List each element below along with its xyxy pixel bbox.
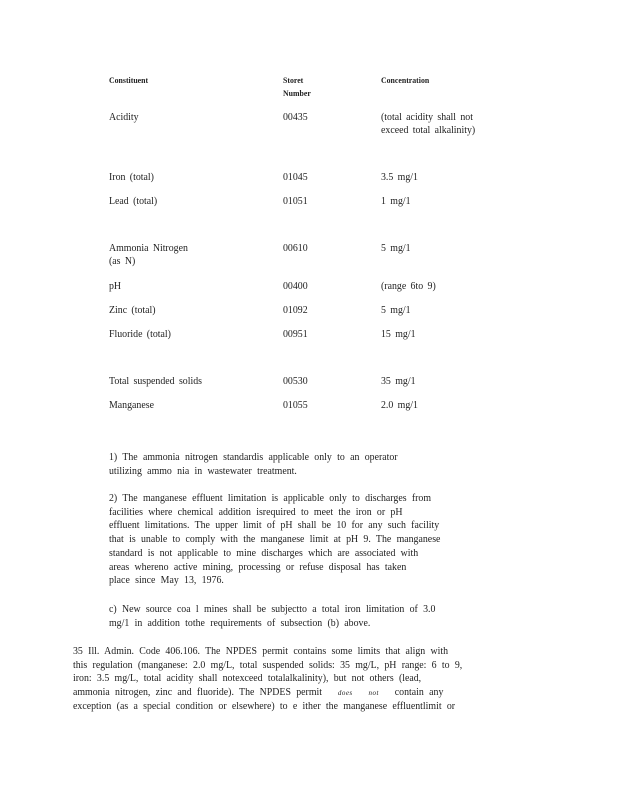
- note-line: utilizing ammo nia in wastewater treatment.: [109, 465, 297, 477]
- concentration-line: (total acidity shall not: [381, 112, 473, 123]
- concentration-line: exceed total alkalinity): [381, 124, 476, 136]
- row-tss-constituent: Total suspended solids: [109, 376, 203, 387]
- row-fluoride-concentration: 15 mg/1: [381, 329, 416, 340]
- body-line: [73, 686, 505, 700]
- row-ph-concentration: (range 6to 9): [381, 281, 436, 292]
- row-ph-number: 00400: [283, 281, 308, 292]
- note-line: c) New source coa l mines shall be subjectto a total iron limitation of 3.0: [109, 604, 436, 615]
- row-zinc-concentration: 5 mg/1: [381, 305, 411, 316]
- row-manganese-number: 01055: [283, 400, 308, 411]
- note-line: 2) The manganese effluent limitation is applicable only to discharges from: [109, 493, 432, 504]
- body-line: exception (as a special condition or elsewhere) to e ither the manganese effluentlimit or: [73, 700, 456, 712]
- emphasis-not: not: [368, 688, 379, 698]
- body-line: 35 Ill. Admin. Code 406.106. The NPDES permit contains some limits that align with: [73, 646, 449, 657]
- row-lead-number: 01051: [283, 196, 308, 207]
- row-tss-concentration: 35 mg/1: [381, 376, 416, 387]
- note-line: facilities where chemical addition isrequired to meet the iron or pH: [109, 506, 403, 518]
- header-storet-line1: Storet: [283, 75, 304, 85]
- row-fluoride-constituent: Fluoride (total): [109, 329, 171, 340]
- note-line: 1) The ammonia nitrogen standardis applicable only to an operator: [109, 452, 398, 463]
- row-ammonia-concentration: 5 mg/1: [381, 243, 411, 254]
- row-ammonia-number: 00610: [283, 243, 308, 254]
- row-iron-concentration: 3.5 mg/1: [381, 172, 418, 183]
- row-manganese-concentration: 2.0 mg/1: [381, 400, 418, 411]
- body-text: ammonia nitrogen, zinc and fluoride). The NPDES permit: [73, 687, 322, 699]
- row-manganese-constituent: Manganese: [109, 400, 154, 411]
- constituent-line: Ammonia Nitrogen: [109, 243, 188, 254]
- note-1: [109, 451, 466, 478]
- constituent-line: (as N): [109, 255, 136, 267]
- row-ph-constituent: pH: [109, 281, 122, 292]
- row-iron-constituent: Iron (total): [109, 172, 154, 183]
- body-line: iron: 3.5 mg/L, total acidity shall notexceed totalalkalinity), but not others (lead,: [73, 673, 422, 685]
- row-lead-constituent: Lead (total): [109, 196, 158, 207]
- note-3: [109, 603, 466, 630]
- note-line: standard is not applicable to mine discharges which are associated with: [109, 547, 419, 559]
- row-ammonia-constituent: [109, 243, 269, 268]
- row-fluoride-number: 00951: [283, 329, 308, 340]
- note-line: effluent limitations. The upper limit of pH shall be 10 for any such facility: [109, 520, 440, 532]
- header-storet-number: [283, 74, 311, 100]
- body-line: this regulation (manganese: 2.0 mg/L, total suspended solids: 35 mg/L, pH range: 6 to 9,: [73, 659, 463, 671]
- row-zinc-constituent: Zinc (total): [109, 305, 156, 316]
- note-2: [109, 492, 466, 588]
- row-lead-concentration: 1 mg/1: [381, 196, 411, 207]
- body-text: contain any: [394, 687, 444, 699]
- header-storet-line2: Number: [283, 88, 311, 98]
- emphasis-does: does: [337, 688, 353, 698]
- note-line: mg/1 in addition tothe requirements of subsection (b) above.: [109, 617, 371, 629]
- note-line: areas whereno active mining, processing or refuse disposal has taken: [109, 561, 407, 573]
- row-acidity-concentration: [381, 112, 513, 137]
- note-line: that is unable to comply with the manganese limit at pH 9. The manganese: [109, 534, 441, 546]
- header-constituent: Constituent: [109, 75, 149, 85]
- row-zinc-number: 01092: [283, 305, 308, 316]
- body-paragraph: [73, 645, 505, 714]
- note-line: place since May 13, 1976.: [109, 575, 224, 587]
- row-acidity-number: 00435: [283, 112, 308, 123]
- row-acidity-constituent: Acidity: [109, 112, 139, 123]
- row-tss-number: 00530: [283, 376, 308, 387]
- header-concentration: Concentration: [381, 75, 430, 85]
- row-iron-number: 01045: [283, 172, 308, 183]
